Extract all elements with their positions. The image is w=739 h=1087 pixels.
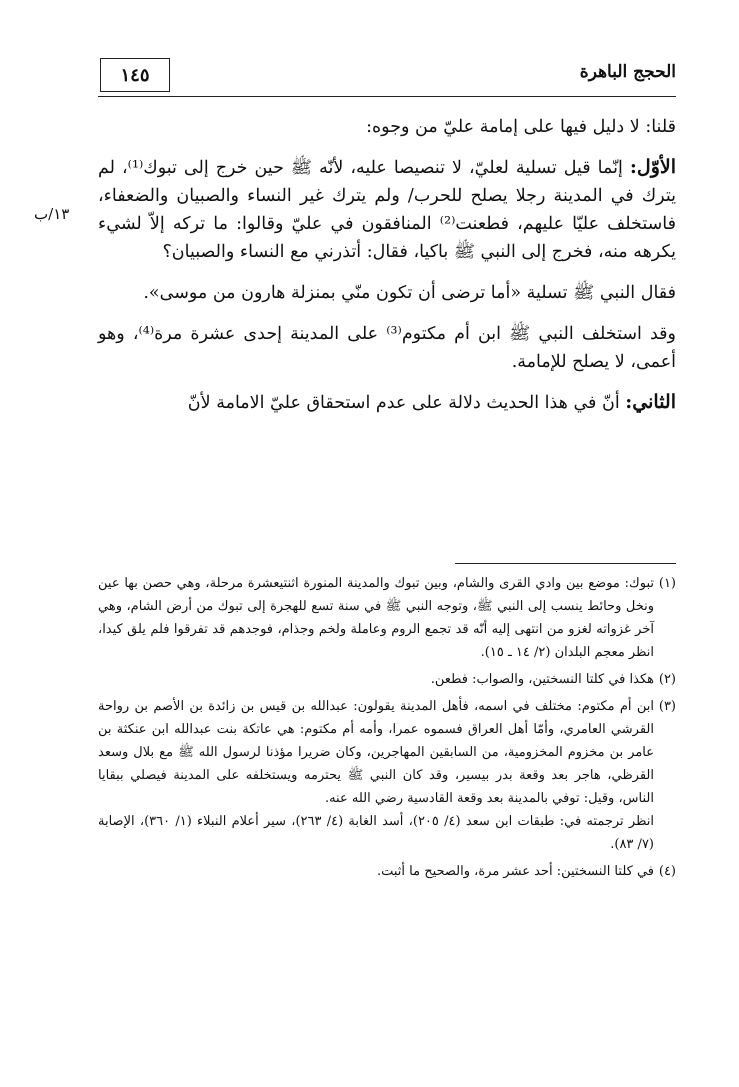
paragraph-first-point: الأوّل: إنّما قيل تسلية لعليّ، لا تنصيصا عليه، لأنّه ﷺ حين خرج إلى تبوك⁽¹⁾، لم يترك في المدينة رجلا يصلح للحرب/ ولم يترك غير النساء والصبيان والضعفاء، فاستخلف عليّا عليهم، فطعنت⁽²⁾ المنافقون في عليّ وقالوا: ما تركه إلاّ لشيء يكرهه منه، فخرج إلى النبي ﷺ باكيا، فقال: أتذرني مع النساء والصبيان؟: [98, 156, 676, 262]
footnote-references: انظر ترجمته في: طبقات ابن سعد (٤/ ٢٠٥)، أسد الغابة (٤/ ٢٦٣)، سير أعلام النبلاء (١/ ٣٦٠)، الإصابة (٧/ ٨٣).: [98, 814, 654, 852]
main-text: [98, 112, 676, 429]
footnote-4: [98, 860, 676, 883]
footnote-text: ابن أم مكتوم: مختلف في اسمه، فأهل المدينة يقولون: عبدالله بن قيس بن زائدة بن الأصم بن رواحة القرشي العامري، وأمّا أهل العراق فسموه عمرا، وأمه أم مكتوم: هي عاتكة بنت عبدالله ابن عنكثة بن عامر بن مخزوم المخزومية، من السابقين المهاجرين، وكان ضريرا مؤذنا لرسول الله ﷺ مع بلال وسعد القرظي، هاجر بعد وقعة بدر بيسير، وقد كان النبي ﷺ يحترمه ويستخلفه على المدينة فيصلي ببقايا الناس، وقيل: توفي بالمدينة بعد وقعة القادسية رضي الله عنه.: [98, 699, 654, 806]
paragraph-hadith: فقال النبي ﷺ تسلية «أما ترضى أن تكون منّي بمنزلة هارون من موسى».: [143, 283, 676, 303]
footnote-2: [98, 668, 676, 691]
footnote-number: (٤): [658, 864, 676, 879]
paragraph-intro: قلنا: لا دليل فيها على إمامة عليّ من وجوه:: [366, 117, 676, 137]
footnote-number: (١): [658, 576, 676, 591]
footnote-text: هكذا في كلتا النسختين، والصواب: فطعن.: [430, 672, 654, 687]
footnote-number: (٢): [658, 672, 676, 687]
footnote-number: (٣): [658, 699, 676, 714]
point-label-second: الثاني:: [625, 391, 676, 413]
footnote-separator: [455, 563, 676, 564]
page-number: ١٤٥: [100, 58, 170, 92]
footnote-text: في كلتا النسختين: أحد عشر مرة، والصحيح ما أثبت.: [376, 864, 654, 879]
page-header: [98, 56, 676, 97]
point-label-first: الأوّل:: [629, 156, 676, 178]
margin-folio-note: ١٣/ب: [34, 205, 70, 223]
footnote-text: تبوك: موضع بين وادي القرى والشام، وبين تبوك والمدينة المنورة اثنتيعشرة مرحلة، وهي حصن بها عين ونخل وحائط ينسب إلى النبي ﷺ، وتوجه النبي ﷺ في سنة تسع للهجرة إلى تبوك من أرض الشام، وهي آخر غزواته لغزو من انتهى إليه أنّه قد تجمع الروم وعاملة ولخم وجذام، فوجدهم قد تفرقوا فلم يلق كيدا، انظر معجم البلدان (٢/ ١٤ ـ ١٥).: [98, 576, 654, 660]
footnote-1: [98, 572, 676, 664]
running-title: الحجج الباهرة: [579, 62, 676, 82]
paragraph-ibn-umm-maktum: وقد استخلف النبي ﷺ ابن أم مكتوم⁽³⁾ على المدينة إحدى عشرة مرة⁽⁴⁾، وهو أعمى، لا يصلح للإمامة.: [98, 324, 676, 372]
footnotes: [98, 572, 676, 887]
paragraph-second-point: الثاني: أنّ في هذا الحديث دلالة على عدم استحقاق عليّ الامامة لأنّ: [187, 391, 676, 413]
footnote-3: [98, 695, 676, 856]
